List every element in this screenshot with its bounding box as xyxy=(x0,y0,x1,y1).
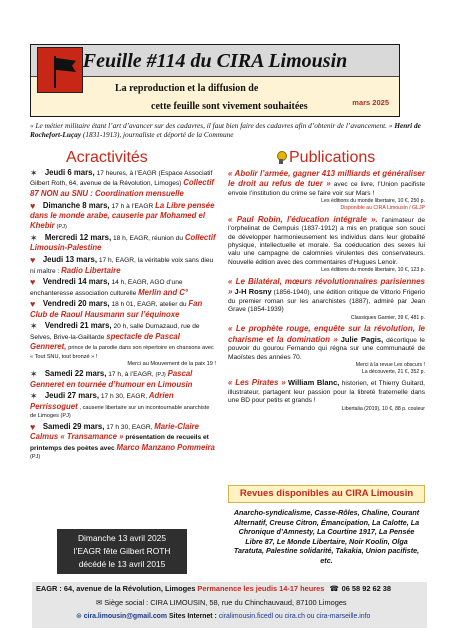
memorial-line: l’EAGR fête Gilbert ROTH xyxy=(73,546,171,556)
publication-text: l’animateur de l’orphelinat de Cempuis (1837-1912) a mis en pratique son souci de développer harmonieusement les individus dans leur globalité physique, intellectuelle et morale. Sa coéducation des sexes lui valu une campagne de calomnies virulentes des conservateurs. Nouvelle édition avec des commentaires d’Hugues Lenoir. xyxy=(228,216,425,266)
footer-siege: Siège social : CIRA LIMOUSIN, 58, rue du Chinchauvaud, 87100 Limoges xyxy=(104,598,347,607)
event-info: 17 h, à l’EAGR, xyxy=(108,371,154,379)
publication-item xyxy=(228,169,425,212)
activities-title: Acractivités xyxy=(66,149,148,166)
event-note: (PJ) xyxy=(56,224,67,231)
publication-ref: Classiques Garnier, 39 €, 481 p. xyxy=(350,314,425,321)
activities-heading xyxy=(66,148,148,168)
event-item xyxy=(30,369,216,390)
publication-author: J-H Rosny xyxy=(234,287,272,297)
envelope-icon: ✉ xyxy=(96,598,105,607)
publications-heading xyxy=(277,148,375,168)
event-info: 17 h 30, EAGR, xyxy=(106,423,153,431)
footer-line-1 xyxy=(36,582,427,596)
event-item xyxy=(30,201,216,232)
event-note-2: (PJ) xyxy=(30,454,41,461)
event-info: 17 h, EAGR, la véritable voix sans dieu ni maître : xyxy=(30,257,214,275)
event-item xyxy=(30,321,216,368)
revues-heading: Revues disponibles au CIRA Limousin xyxy=(228,485,425,503)
event-item xyxy=(30,255,216,276)
heart-icon xyxy=(30,256,39,264)
header-subtitle-band xyxy=(31,76,399,116)
event-info: 17 h à l’EAGR xyxy=(111,202,154,210)
event-date: Samedi 22 mars, xyxy=(44,369,107,379)
event-item xyxy=(30,168,216,199)
event-info: 17 h 30, EAGR, xyxy=(100,393,148,401)
event-note: (PJ) xyxy=(155,372,166,379)
newsletter-title: Feuille #114 du CIRA Limousin xyxy=(31,45,399,76)
publication-ref: Les éditions du monde libertaire, 10 €, 123 p. xyxy=(321,267,425,274)
publication-ref: Libertalia (2019), 10 €, 88 p. couleur xyxy=(341,405,425,412)
publication-text: historien, et Thierry Guitard, illustrateur, partagent leur passion pour la libreté fraternelle dans une BD pour petits et grands ! xyxy=(228,380,425,405)
footer-sites[interactable]: ciralimousin.ficedl ou cira.ch ou cira-marseille.info xyxy=(218,613,371,620)
quote-text: « Le métier militaire étant l’art d’avancer sur des cadavres, il faut bien faire des cadavres afin d’obtenir de l’avancement. » xyxy=(30,121,393,130)
activities-list xyxy=(30,168,216,463)
heart-icon xyxy=(30,423,39,431)
event-info: 18 h, EAGR, réunion du xyxy=(113,235,184,242)
event-title: Collectif Limousin-Palestine xyxy=(30,233,216,253)
event-note: , causerie libertaire sur un incontournable anarchiste de Limoges (PJ) xyxy=(30,404,210,420)
event-date: Vendredi 21 mars, xyxy=(44,321,112,331)
footer-sites-label: Sites Internet : xyxy=(168,613,217,620)
event-title: Radio Libertaire xyxy=(61,265,121,275)
event-thanks: Merci au Mouvement de la paix 19 ! xyxy=(127,361,216,367)
publication-item xyxy=(228,378,425,412)
footer-permanence: Permanence les jeudis 14-17 heures xyxy=(197,584,325,593)
memorial-box xyxy=(57,529,187,574)
event-guest: Marco Manzano Pommeira xyxy=(116,442,215,452)
event-note: présentation de recueils et printemps des poètes avec xyxy=(30,434,209,452)
quote-author-info: (1831-1913), journaliste et déporté de la Commune xyxy=(82,130,234,140)
footer-email[interactable]: cira.limousin@gmail.com xyxy=(83,613,168,620)
publication-title: « Abolir l’armée, gagner 413 milliards et généraliser le droit au refus de tuer » xyxy=(228,169,425,189)
event-date: Jeudi 27 mars, xyxy=(44,391,100,401)
event-date: Mercredi 12 mars, xyxy=(44,233,112,242)
event-item xyxy=(30,391,216,420)
event-item xyxy=(30,299,216,320)
event-date: Jeudi 13 mars, xyxy=(42,255,98,265)
publication-text: décortique le pouvoir du gourou Fernando qui régna sur une communauté de Maoïstes des années 70. xyxy=(228,336,425,361)
event-date: Vendredi 14 mars, xyxy=(42,277,110,287)
event-title: spectacle de Pascal Genneret, xyxy=(30,331,180,352)
star-icon: ✶ xyxy=(30,369,38,380)
star-icon: ✶ xyxy=(30,168,38,178)
footer-phone: 06 58 92 62 38 xyxy=(341,584,391,593)
event-title: Fan Club de Raoul Hausmann sur l’équinoxe xyxy=(30,299,203,319)
publication-item xyxy=(228,277,425,321)
star-icon: ✶ xyxy=(30,391,38,402)
event-info: 14 h, EAGR, AGO d’une enchanteresse association culturelle xyxy=(30,279,183,297)
epigraph-quote xyxy=(30,121,425,139)
memorial-line: Dimanche 13 avril 2025 xyxy=(78,533,166,543)
event-item xyxy=(30,277,216,298)
event-title: La Libre pensée dans le monde arabe, causerie par Mohamed el Khebir xyxy=(30,200,215,231)
event-date: Dimanche 8 mars, xyxy=(42,200,110,210)
publication-text: avec ce livre, l’Union pacifiste envoie l’institution du crime se faire voir sur Mars ! xyxy=(228,181,425,197)
event-title: Collectif 87 NON au SNU : Coordination mensuelle xyxy=(30,178,214,198)
at-icon: ⊛ xyxy=(76,613,84,620)
revues-list: Anarcho-syndicalisme, Casse-Rôles, Chaline, Courant Alternatif, Creuse Citron, Émancipation, La Calotte, La Chronique d’Amnesty, La Courtine 1917, La Pensée Libre 87, Le Monde Libertaire, Noir Koolin, Olga Taratuta, Palestine solidarité, Takakia, Union pacifiste, etc. xyxy=(233,508,420,565)
event-date: Jeudi 6 mars, xyxy=(44,168,95,177)
publication-availability: Disponible au CIRA Limousin / GLJP xyxy=(340,204,425,211)
publication-text: (1856-1940), une édition critique de Vittorio Frigerio du premier roman sur les anarchistes (1887), admiré par Jean Grave (1854-1939) xyxy=(228,289,426,314)
footer-address: EAGR : 64, avenue de la Révolution, Limoges xyxy=(36,584,196,593)
publication-ref: Les éditions du monde libertaire, 10 €, 250 p. xyxy=(321,198,425,205)
event-title: Merlin and C° xyxy=(138,287,189,297)
publication-note xyxy=(228,198,425,211)
subtitle-line-1: La reproduction et la diffusion de xyxy=(115,83,259,94)
footer-line-3 xyxy=(36,610,427,624)
event-date: Vendredi 20 mars, xyxy=(42,299,110,309)
publication-thanks: Merci à la revue Les obscurs ! xyxy=(355,362,425,369)
event-info: 17 heures, à l’EAGR (Espace Associatif Gilbert Roth, 64, avenue de la Révolution, Limoges) xyxy=(30,170,213,188)
event-title: Marie-Claire Calmus « Transamance » xyxy=(30,421,199,442)
heart-icon xyxy=(30,202,39,210)
star-icon: ✶ xyxy=(30,321,38,332)
publications-list xyxy=(228,169,425,415)
footer-contact xyxy=(32,582,427,628)
publication-title: « Les Pirates » xyxy=(228,378,286,388)
event-title: Adrien Perrissoguet xyxy=(30,391,174,411)
publications-title: Publications xyxy=(289,149,376,166)
heart-icon xyxy=(30,300,39,308)
publication-item xyxy=(228,324,425,375)
event-note: prince de la parodie dans son répertoire en chansons avec « Tout SNU, tout bronzé » ! xyxy=(30,345,214,360)
publication-author: Julie Pagis, xyxy=(340,334,384,344)
event-info: 20 h, salle Dumazaud, rue de Selves, Brive-la-Gaillarde xyxy=(30,323,200,341)
event-item xyxy=(30,233,216,254)
flag-pole-icon xyxy=(54,56,56,88)
phone-icon xyxy=(326,584,341,593)
quote-author: Henri de Rochefort-Luçay xyxy=(30,121,421,140)
lightbulb-icon xyxy=(277,151,285,165)
publication-title: « Le Bilatéral, mœurs révolutionnaires parisiennes » xyxy=(228,276,425,297)
star-icon: ✶ xyxy=(30,233,38,243)
publication-item xyxy=(228,215,425,274)
event-info: 18 h 01, EAGR, atelier du xyxy=(111,301,187,309)
publication-author: William Blanc, xyxy=(288,378,340,388)
footer-line-2 xyxy=(36,596,427,610)
publication-title: « Paul Robin, l’éducation intégrale ». xyxy=(228,214,378,224)
cira-logo xyxy=(37,47,83,93)
event-title: Pascal Genneret en tournée d’humour en Limousin xyxy=(30,369,193,389)
publication-ref: La découverte, 21 €, 352 p. xyxy=(361,368,425,375)
issue-date: mars 2025 xyxy=(352,98,389,107)
publication-title: « Le prophète rouge, enquête sur la révolution, le charisme et la domination » xyxy=(228,324,425,344)
memorial-line: décédé le 13 avril 2015 xyxy=(78,559,166,569)
subtitle-line-2: cette feuille sont vivement souhaitées xyxy=(151,101,308,112)
heart-icon xyxy=(30,278,39,286)
event-date: Samedi 29 mars, xyxy=(42,421,105,431)
black-flag-icon xyxy=(56,58,76,72)
header-banner xyxy=(30,44,400,117)
event-item xyxy=(30,422,216,462)
